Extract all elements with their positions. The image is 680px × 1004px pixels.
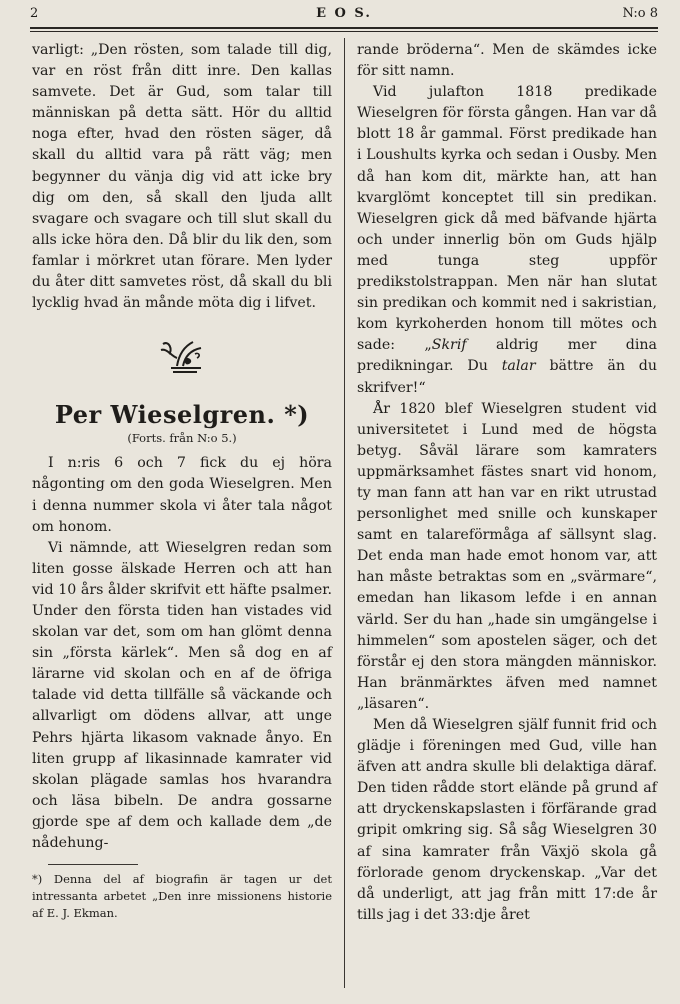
left-paragraph-2: I n:ris 6 och 7 fick du ej höra någonting om den goda Wieselgren. Men i denna nummer skola vi åter tala något om honom.	[32, 455, 332, 535]
right-paragraph-2-emphasis-1: Skrif	[431, 337, 467, 354]
header-rule-thin	[30, 31, 658, 32]
issue-number: N:o 8	[622, 6, 658, 21]
right-paragraph-2-part-a: Vid julafton 1818 predikade Wieselgren för första gången. Han var då blott 18 år gammal. Först predikade han i Loushults kyrka och sedan i Ousby. Men då han kom dit, märkte han, att han kvarglömt konceptet till sin predikan. Wieselgren gick då med bäfvande hjärta och under innerlig bön om Guds hjälp med tunga steg uppför predikstolstrappan. Men när han slutat sin predikan och kommit ned i sakristian, kom kyrkoherden honom till mötes och sade: „	[357, 84, 657, 354]
right-paragraph-1: rande bröderna“. Men de skämdes icke för sitt namn.	[357, 42, 657, 80]
article-title	[32, 400, 332, 430]
right-column	[357, 40, 657, 926]
continued-note: (Forts. från N:o 5.)	[127, 431, 237, 446]
right-paragraph-2-emphasis-2: talar	[501, 358, 536, 375]
article-title-text: Per Wieselgren.	[54, 400, 276, 430]
column-divider	[344, 38, 345, 988]
page-header	[30, 6, 658, 26]
publication-title: E O S.	[316, 6, 372, 21]
right-paragraph-2-part-b: aldrig mer dina predikningar. Du	[357, 337, 658, 375]
page-number: 2	[30, 6, 41, 21]
right-paragraph-2	[357, 82, 657, 398]
right-paragraph-2-part-c: bättre än du skrifver!“	[357, 358, 657, 396]
left-paragraph-3: Vi nämnde, att Wieselgren redan som liten gosse älskade Herren och att han vid 10 års ålder skrifvit ett häfte psalmer. Under den första tiden han vistades vid skolan var det, som om han glömt denna sin „första kärlek“. Men så dog en af lärarne vid skolan och en af de öfriga talade vid detta tillfälle så väckande och allvarligt om dödens allvar, att unge Pehrs hjärta likasom vaknade ånyo. En liten grupp af likasinnade kamrater vid skolan plägade samlas hos hvarandra och läsa bibeln. De andra gossarne gjorde spe af dem och kallade dem „de nådehung-	[32, 539, 332, 851]
footnote: *) Denna del af biografin är tagen ur det intressanta arbetet „Den inre missionens historie af E. J. Ekman.	[32, 872, 332, 921]
left-paragraph-1: varligt: „Den rösten, som talade till dig, var en röst från ditt inre. Den kallas samvete. Det är Gud, som talar till människan på detta sätt. Hör du alltid noga efter, hvad den rösten säger, då skall du alltid vara på rätt väg; men begynner du vänja dig vid att icke bry dig om den, så skall den ljuda allt svagare och svagare och till slut skall du alls icke höra den. Då blir du lik den, som famlar i mörkret utan förare. Men lyder du åter ditt samvetes röst, då skall du bli lycklig hvad än månde möta dig i lifvet.	[32, 42, 332, 312]
right-paragraph-3: År 1820 blef Wieselgren student vid universitetet i Lund med de högsta betyg. Såväl lärare som kamraters uppmärksamhet fästes snart vid honom, ty man fann att han var en rikt utrustad personlighet med snille och kunskaper samt en talareförmåga af sällsynt slag. Det enda man hade emot honom var, att han måste betraktas som en „svärmare“, emedan han likasom lefde i en annan värld. Ser du han „hade sin umgängelse i himmelen“ som apostelen säger, och det förstår ej den stora mängden människor. Han bränmärktes äfven med namnet „läsaren“.	[357, 400, 657, 712]
floral-ornament-icon	[157, 336, 207, 376]
right-paragraph-4: Men då Wieselgren själf funnit frid och glädje i föreningen med Gud, ville han äfven att andra skulle bli delaktiga däraf. Den tiden rådde stort elände på grund af att dryckenskapslasten i förfärande grad gripit omkring sig. Så såg Wieselgren 30 af sina kamrater från Växjö skola gå förlorade genom dryckenskap. „Var det då underligt, att jag från mitt 17:de år tills jag i det 33:dje året	[357, 717, 657, 923]
footnote-rule	[48, 864, 138, 865]
header-rule	[30, 27, 658, 29]
left-column	[32, 40, 332, 922]
footnote-marker: *)	[275, 400, 310, 430]
